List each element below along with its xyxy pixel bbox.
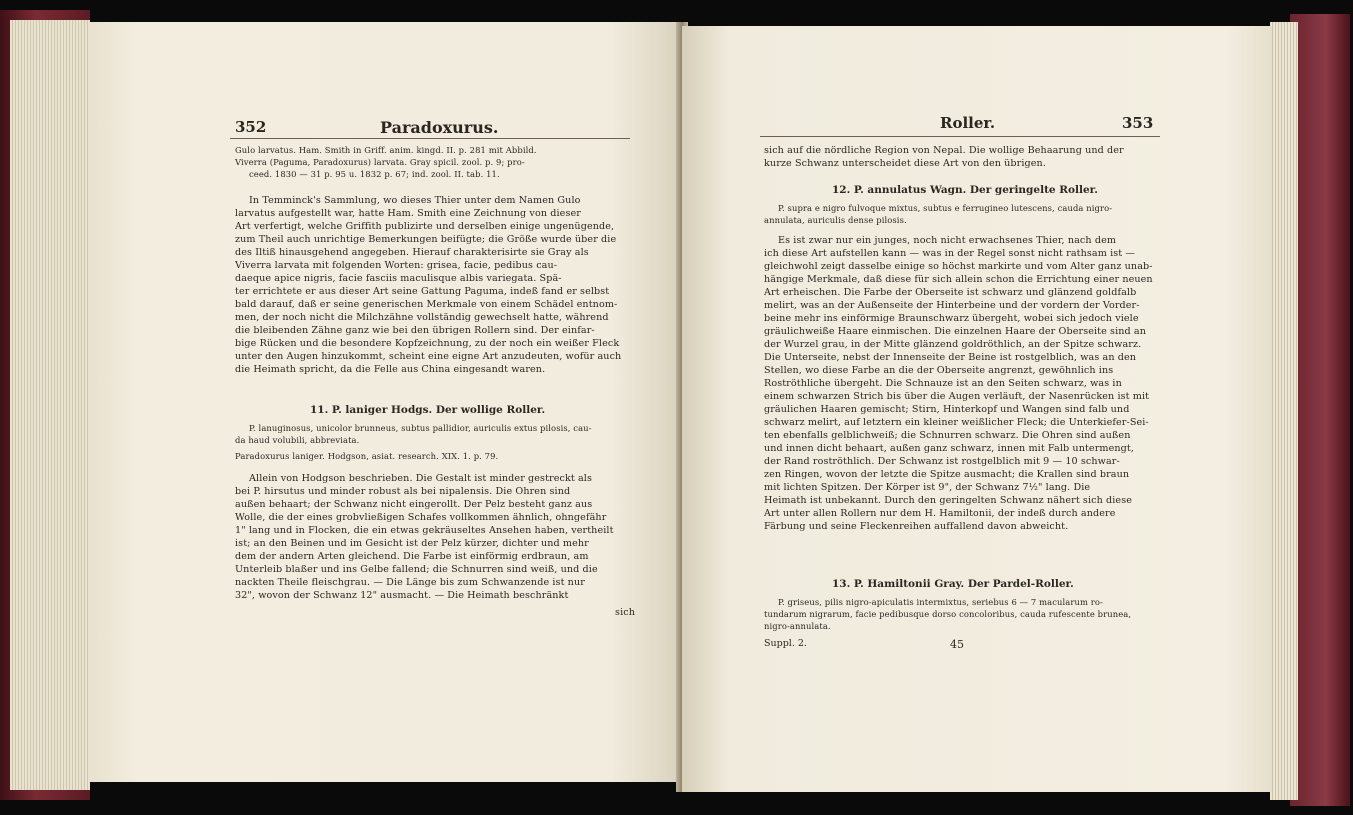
text-line: zum Theil auch unrichtige Bemerkungen beifügte; die Größe wurde über die: [235, 234, 617, 245]
left-running-title: Paradoxurus.: [380, 118, 499, 137]
text-line: Art unter allen Rollern nur dem H. Hamiltonii, der indeß durch andere: [764, 508, 1116, 519]
text-line: zen Ringen, wovon der letzte die Spitze ausmacht; die Krallen sind braun: [764, 469, 1130, 480]
section-13-heading: 13. P. Hamiltonii Gray. Der Pardel-Roller.: [832, 578, 1074, 590]
text-line: beine mehr ins einförmige Braunschwarz übergeht, wobei sich jedoch viele: [764, 313, 1139, 324]
right-page-number: 353: [1122, 114, 1154, 132]
left-paragraph-2: [235, 472, 635, 602]
header-rule: [760, 136, 1160, 137]
text-line: ter errichtete er aus dieser Art seine Gattung Paguma, indeß fand er selbst: [235, 286, 610, 297]
text-line: Roströthliche übergeht. Die Schnauze ist an den Seiten schwarz, was in: [764, 378, 1122, 389]
diagnosis-line: nigro-annulata.: [764, 621, 831, 631]
text-line: Die Unterseite, nebst der Innenseite der Beine ist rostgelblich, was an den: [764, 352, 1137, 363]
text-line: In Temminck's Sammlung, wo dieses Thier unter dem Namen Gulo: [249, 195, 581, 206]
text-line: außen behaart; der Schwanz nicht eingerollt. Der Pelz besteht ganz aus: [235, 499, 593, 510]
text-line: einem schwarzen Strich bis über die Augen verläuft, der Nasenrücken ist mit: [764, 391, 1150, 402]
footer-sheet-number: 45: [950, 638, 964, 651]
text-line: unter den Augen hinzukommt, scheint eine eigne Art anzudeuten, wofür auch: [235, 351, 622, 362]
text-line: ich diese Art aufstellen kann — was in der Regel sonst nicht rathsam ist —: [764, 248, 1136, 259]
text-line: 32", wovon der Schwanz 12" ausmacht. — Die Heimath beschränkt: [235, 590, 569, 601]
section-13-diagnosis: [764, 596, 1162, 632]
section-12-heading: 12. P. annulatus Wagn. Der geringelte Roller.: [832, 184, 1098, 196]
text-line: sich auf die nördliche Region von Nepal. Die wollige Behaarung und der: [764, 145, 1124, 156]
text-line: ist; an den Beinen und im Gesicht ist der Pelz kürzer, dichter und mehr: [235, 538, 589, 549]
text-line: schwarz melirt, auf letztern ein kleiner weißlicher Fleck; die Unterkiefer-Sei-: [764, 417, 1149, 428]
diagnosis-line: P. griseus, pilis nigro-apiculatis intermixtus, seriebus 6 — 7 macularum ro-: [778, 597, 1103, 607]
text-line: daeque apice nigris, facie fasciis maculisque albis variegata. Spä-: [235, 273, 562, 284]
diagnosis-line: P. supra e nigro fulvoque mixtus, subtus e ferrugineo lutescens, cauda nigro-: [778, 203, 1113, 213]
text-line: Unterleib blaßer und ins Gelbe fallend; die Schnurren sind weiß, und die: [235, 564, 598, 575]
text-line: Färbung und seine Fleckenreihen auffallend davon abweicht.: [764, 521, 1069, 532]
right-running-title: Roller.: [940, 114, 996, 132]
text-line: men, der noch nicht die Milchzähne vollständig gewechselt hatte, während: [235, 312, 609, 323]
header-rule: [230, 138, 630, 139]
diagnosis-line: annulata, auriculis dense pilosis.: [764, 215, 907, 225]
text-line: ten ebenfalls gelblichweiß; die Schnurren schwarz. Die Ohren sind außen: [764, 430, 1131, 441]
section-12-diagnosis: [764, 202, 1162, 226]
text-line: 1" lang und in Flocken, die ein etwas gekräuseltes Ansehen haben, vertheilt: [235, 525, 614, 536]
text-line: mit lichten Spitzen. Der Körper ist 9", der Schwanz 7½" lang. Die: [764, 482, 1091, 493]
text-line: die bleibenden Zähne ganz wie bei den übrigen Rollern sind. Der einfar-: [235, 325, 595, 336]
synonymy-line: Viverra (Paguma, Paradoxurus) larvata. Gray spicil. zool. p. 9; pro-: [235, 157, 525, 167]
text-line: Art erheischen. Die Farbe der Oberseite ist schwarz und glänzend goldfalb: [764, 287, 1137, 298]
section-11-heading: 11. P. laniger Hodgs. Der wollige Roller.: [310, 404, 546, 416]
text-line: des Iltiß hinausgehend angegeben. Hierauf charakterisirte sie Gray als: [235, 247, 589, 258]
text-line: Es ist zwar nur ein junges, noch nicht erwachsenes Thier, nach dem: [778, 235, 1117, 246]
synonymy-block: [235, 144, 635, 180]
text-line: Art verfertigt, welche Griffith publizirte und derselben einige ungenügende,: [235, 221, 615, 232]
synonymy-line: Gulo larvatus. Ham. Smith in Griff. anim. kingd. II. p. 281 mit Abbild.: [235, 145, 537, 155]
catchword: sich: [615, 607, 635, 618]
text-line: kurze Schwanz unterscheidet diese Art von den übrigen.: [764, 158, 1046, 169]
text-line: der Wurzel grau, in der Mitte glänzend goldröthlich, an der Spitze schwarz.: [764, 339, 1142, 350]
page-edges-left: [10, 20, 90, 790]
text-line: gräulichweiße Haare einmischen. Die einzelnen Haare der Oberseite sind an: [764, 326, 1146, 337]
text-line: dem der andern Arten gleichend. Die Farbe ist einförmig erdbraun, am: [235, 551, 589, 562]
text-line: gleichwohl zeigt dasselbe einige so höchst markirte und vom Alter ganz unab-: [764, 261, 1153, 272]
right-paragraph-2: [764, 234, 1162, 533]
diagnosis-line: tundarum nigrarum, facie pedibusque dorso concoloribus, cauda rufescente brunea,: [764, 609, 1132, 619]
left-paragraph-1: [235, 194, 635, 376]
book-cover-right: [1290, 14, 1350, 806]
text-line: bei P. hirsutus und minder robust als bei nipalensis. Die Ohren sind: [235, 486, 571, 497]
right-paragraph-1: [764, 144, 1162, 170]
section-11-diagnosis: [235, 422, 635, 446]
left-page: [90, 22, 682, 782]
footer-signature: Suppl. 2.: [764, 638, 807, 649]
diagnosis-line: da haud volubili, abbreviata.: [235, 435, 360, 445]
text-line: die Heimath spricht, da die Felle aus China eingesandt waren.: [235, 364, 546, 375]
section-11-synonym: Paradoxurus laniger. Hodgson, asiat. research. XIX. 1. p. 79.: [235, 451, 499, 461]
text-line: gräulichen Haaren gemischt; Stirn, Hinterkopf und Wangen sind falb und: [764, 404, 1130, 415]
text-line: bige Rücken und die besondere Kopfzeichnung, zu der noch ein weißer Fleck: [235, 338, 620, 349]
text-line: Heimath ist unbekannt. Durch den geringelten Schwanz nähert sich diese: [764, 495, 1133, 506]
left-page-number: 352: [235, 118, 267, 136]
text-line: melirt, was an der Außenseite der Hinterbeine und der vordern der Vorder-: [764, 300, 1140, 311]
text-line: der Rand roströthlich. Der Schwanz ist rostgelblich mit 9 — 10 schwar-: [764, 456, 1120, 467]
text-line: Stellen, wo diese Farbe an die der Oberseite angrenzt, gewöhnlich ins: [764, 365, 1114, 376]
text-line: bald darauf, daß er seine generischen Merkmale von einem Schädel entnom-: [235, 299, 618, 310]
text-line: nackten Theile fleischgrau. — Die Länge bis zum Schwanzende ist nur: [235, 577, 585, 588]
text-line: Viverra larvata mit folgenden Worten: grisea, facie, pedibus cau-: [235, 260, 558, 271]
text-line: Allein von Hodgson beschrieben. Die Gestalt ist minder gestreckt als: [249, 473, 592, 484]
text-line: und innen dicht behaart, außen ganz schwarz, innen mit Falb untermengt,: [764, 443, 1134, 454]
text-line: hängige Merkmale, daß diese für sich allein schon die Errichtung einer neuen: [764, 274, 1153, 285]
diagnosis-line: P. lanuginosus, unicolor brunneus, subtus pallidior, auriculis extus pilosis, cau-: [249, 423, 592, 433]
right-page: [682, 26, 1272, 792]
text-line: Wolle, die der eines grobvließigen Schafes vollkommen ähnlich, ohngefähr: [235, 512, 607, 523]
synonymy-line: ceed. 1830 — 31 p. 95 u. 1832 p. 67; ind. zool. II. tab. 11.: [249, 169, 500, 179]
text-line: larvatus aufgestellt war, hatte Ham. Smith eine Zeichnung von dieser: [235, 208, 581, 219]
page-edges-right: [1270, 22, 1298, 800]
